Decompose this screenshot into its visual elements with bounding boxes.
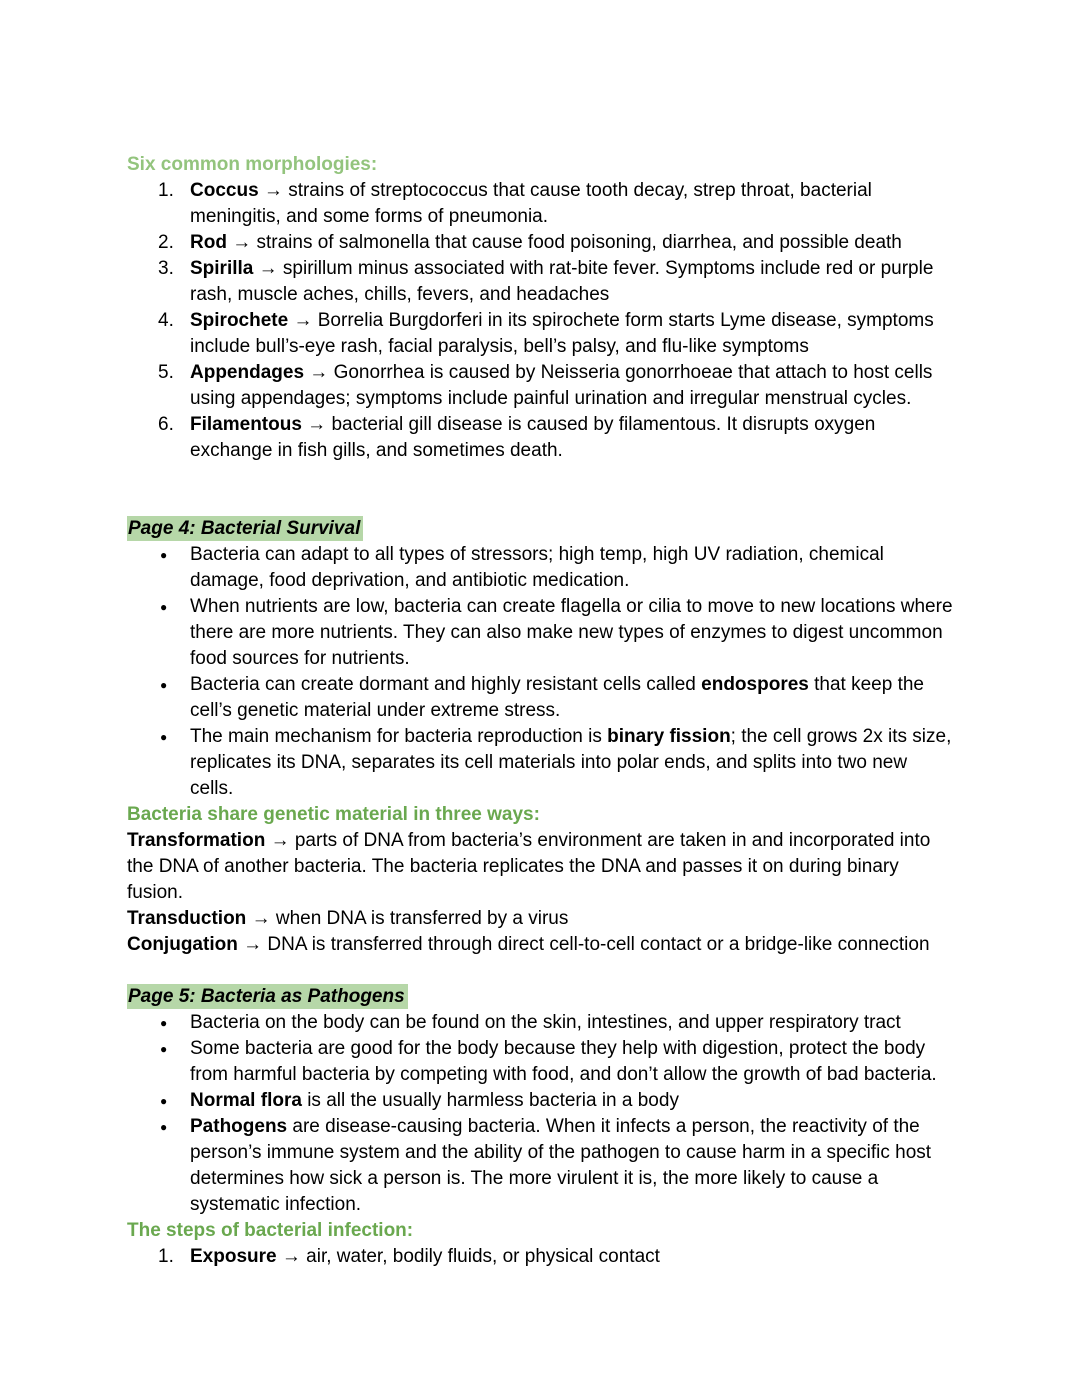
highlighted-heading-text: Page 5: Bacteria as Pathogens <box>127 984 408 1009</box>
text-run: Conjugation <box>127 934 238 955</box>
text-run: Bacteria can adapt to all types of stressors; high temp, high UV radiation, chemical damage, food deprivation, and antibiotic medication. <box>190 544 884 591</box>
bullet-icon: ● <box>160 730 168 744</box>
section-heading: The steps of bacterial infection: <box>127 1220 414 1241</box>
text-run: Pathogens <box>190 1116 288 1137</box>
text-run: When nutrients are low, bacteria can create flagella or cilia to move to new locations where there are more nutrients. They can also make new types of enzymes to digest uncommon food sources for nutrients. <box>190 596 953 669</box>
list-item-text <box>190 544 884 591</box>
text-run: → DNA is transferred through direct cell-to-cell contact or a bridge-like connection <box>237 934 930 955</box>
spacer <box>127 464 953 516</box>
bullet-icon: ● <box>160 600 168 614</box>
text-run: are disease-causing bacteria. When it infects a person, the reactivity of the person’s immune system and the ability of the pathogen to cause harm in a specific host determines how sick a person is. The more virulent it is, the more likely to cause a systematic infection. <box>190 1116 932 1215</box>
section-heading <box>127 516 953 542</box>
text-run: Some bacteria are good for the body because they help with digestion, protect the body from harmful bacteria by competing with food, and don’t allow the growth of bad bacteria. <box>190 1038 937 1085</box>
list-number: 3. <box>158 258 174 279</box>
list-item-text <box>190 180 872 227</box>
text-run: → parts of DNA from bacteria’s environment are taken in and incorporated into the DNA of another bacteria. The bacteria replicates the DNA and passes it on during binary fusion. <box>127 830 931 903</box>
bullet-icon: ● <box>160 678 168 692</box>
list-item-text <box>190 414 875 461</box>
bullet-icon: ● <box>160 1120 168 1134</box>
text-run: Appendages <box>190 362 305 383</box>
text-run: Coccus <box>190 180 259 201</box>
text-run: binary fission <box>607 726 731 747</box>
list-item-text <box>190 726 951 799</box>
paragraph <box>127 932 953 958</box>
text-run: → Borrelia Burgdorferi in its spirochete form starts Lyme disease, symptoms include bull’s-eye rash, facial paralysis, bell’s palsy, and flu-like symptoms <box>190 310 934 357</box>
list-number: 1. <box>158 1246 174 1267</box>
list-item-text <box>190 1090 679 1111</box>
list-item-text <box>190 258 933 305</box>
highlighted-heading-text: Page 4: Bacterial Survival <box>127 516 363 541</box>
text-run: Normal flora <box>190 1090 302 1111</box>
bullet-item <box>127 1088 953 1114</box>
section-heading <box>127 984 953 1010</box>
bullet-item <box>127 1114 953 1218</box>
text-run: → bacterial gill disease is caused by filamentous. It disrupts oxygen exchange in fish gills, and sometimes death. <box>190 414 876 461</box>
list-number: 4. <box>158 310 174 331</box>
text-run: Rod <box>190 232 227 253</box>
bullet-item <box>127 724 953 802</box>
bullet-icon: ● <box>160 1042 168 1056</box>
text-run: → air, water, bodily fluids, or physical contact <box>276 1246 660 1267</box>
text-run: Exposure <box>190 1246 277 1267</box>
numbered-item <box>127 230 953 256</box>
text-run: → spirillum minus associated with rat-bite fever. Symptoms include red or purple rash, muscle aches, chills, fevers, and headaches <box>190 258 934 305</box>
numbered-item <box>127 1244 953 1270</box>
numbered-item <box>127 360 953 412</box>
text-run: endospores <box>701 674 809 695</box>
list-item-text <box>190 1038 937 1085</box>
list-item-text <box>190 1246 660 1267</box>
bullet-icon: ● <box>160 1094 168 1108</box>
text-run: → strains of salmonella that cause food poisoning, diarrhea, and possible death <box>226 232 902 253</box>
text-run: Transformation <box>127 830 266 851</box>
list-item-text <box>190 362 932 409</box>
text-run: → when DNA is transferred by a virus <box>246 908 569 929</box>
bullet-item <box>127 1010 953 1036</box>
bullet-item <box>127 542 953 594</box>
bullet-item <box>127 672 953 724</box>
list-number: 6. <box>158 414 174 435</box>
text-run: → strains of streptococcus that cause tooth decay, strep throat, bacterial meningitis, and some forms of pneumonia. <box>190 180 872 227</box>
text-run: that keep the cell’s genetic material under extreme stress. <box>190 674 925 721</box>
section-heading: Bacteria share genetic material in three ways: <box>127 804 540 825</box>
list-number: 2. <box>158 232 174 253</box>
bullet-item <box>127 1036 953 1088</box>
spacer <box>127 958 953 984</box>
text-run: Spirilla <box>190 258 254 279</box>
list-number: 1. <box>158 180 174 201</box>
list-item-text <box>190 1012 901 1033</box>
text-run: Spirochete <box>190 310 289 331</box>
list-item-text <box>190 310 934 357</box>
list-number: 5. <box>158 362 174 383</box>
text-run: Transduction <box>127 908 247 929</box>
list-item-text <box>190 1116 931 1215</box>
text-run: is all the usually harmless bacteria in a body <box>301 1090 679 1111</box>
text-run: → Gonorrhea is caused by Neisseria gonorrhoeae that attach to host cells using appendages; symptoms include painful urination and irregular menstrual cycles. <box>190 362 933 409</box>
numbered-item <box>127 412 953 464</box>
numbered-item <box>127 308 953 360</box>
text-run: ; the cell grows 2x its size, replicates its DNA, separates its cell materials into polar ends, and splits into two new cells. <box>190 726 952 799</box>
bullet-icon: ● <box>160 548 168 562</box>
text-run: Filamentous <box>190 414 302 435</box>
numbered-item <box>127 256 953 308</box>
text-run: Bacteria on the body can be found on the skin, intestines, and upper respiratory tract <box>190 1012 901 1033</box>
bullet-item <box>127 594 953 672</box>
text-run: The main mechanism for bacteria reproduction is <box>190 726 608 747</box>
numbered-item <box>127 178 953 230</box>
section-heading: Six common morphologies: <box>127 154 378 175</box>
paragraph <box>127 828 953 906</box>
list-item-text <box>190 674 924 721</box>
document-content <box>127 152 953 1270</box>
bullet-icon: ● <box>160 1016 168 1030</box>
paragraph <box>127 906 953 932</box>
text-run: Bacteria can create dormant and highly resistant cells called <box>190 674 702 695</box>
list-item-text <box>190 596 953 669</box>
list-item-text <box>190 232 902 253</box>
